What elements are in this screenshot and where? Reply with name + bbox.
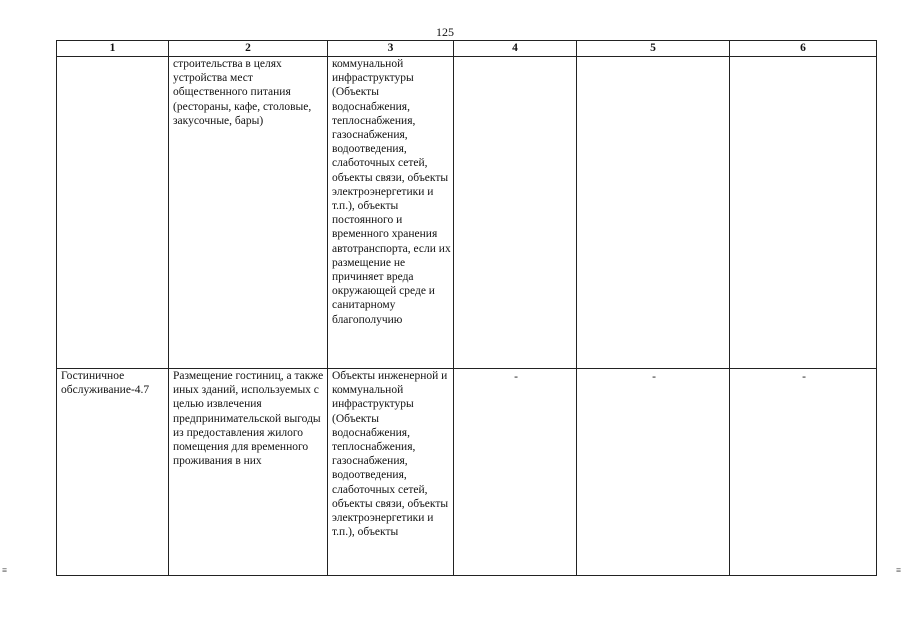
header-col-6: 6	[730, 41, 877, 57]
cell-use-type	[57, 57, 169, 369]
cell-description: Размещение гостиниц, а также иных зданий, используемых с целью извлечения предпринимательской выгоды из предоставления жилого помещения для временного проживания в них	[169, 369, 328, 576]
cell-use-type: Гостиничное обслуживание-4.7	[57, 369, 169, 576]
cell-col-5	[577, 57, 730, 369]
cell-col-4	[454, 57, 577, 369]
page-number: 125	[436, 25, 454, 39]
left-margin-mark: ≡	[2, 565, 8, 575]
cell-col-4: -	[454, 369, 577, 576]
cell-col-5: -	[577, 369, 730, 576]
cell-auxiliary-uses: Объекты инженерной и коммунальной инфраструктуры (Объекты водоснабжения, теплоснабжения, газоснабжения, водоотведения, слаботочных сетей, объекты связи, объекты электроэнергетики и т.п.), объекты	[328, 369, 454, 576]
header-col-2: 2	[169, 41, 328, 57]
cell-description: строительства в целях устройства мест общественного питания (рестораны, кафе, столовые, закусочные, бары)	[169, 57, 328, 369]
header-col-4: 4	[454, 41, 577, 57]
header-col-5: 5	[577, 41, 730, 57]
header-col-3: 3	[328, 41, 454, 57]
table-row	[57, 369, 877, 576]
header-col-1: 1	[57, 41, 169, 57]
cell-auxiliary-uses: коммунальной инфраструктуры (Объекты водоснабжения, теплоснабжения, газоснабжения, водоотведения, слаботочных сетей, объекты связи, объекты электроэнергетики и т.п.), объекты постоянного и временного хранения автотранспорта, если их размещение не причиняет вреда окружающей среде и санитарному благополучию	[328, 57, 454, 369]
cell-col-6	[730, 57, 877, 369]
right-margin-mark: ≡	[896, 565, 902, 575]
cell-col-6: -	[730, 369, 877, 576]
table-row	[57, 57, 877, 369]
regulation-table	[56, 40, 877, 576]
header-row	[57, 41, 877, 57]
